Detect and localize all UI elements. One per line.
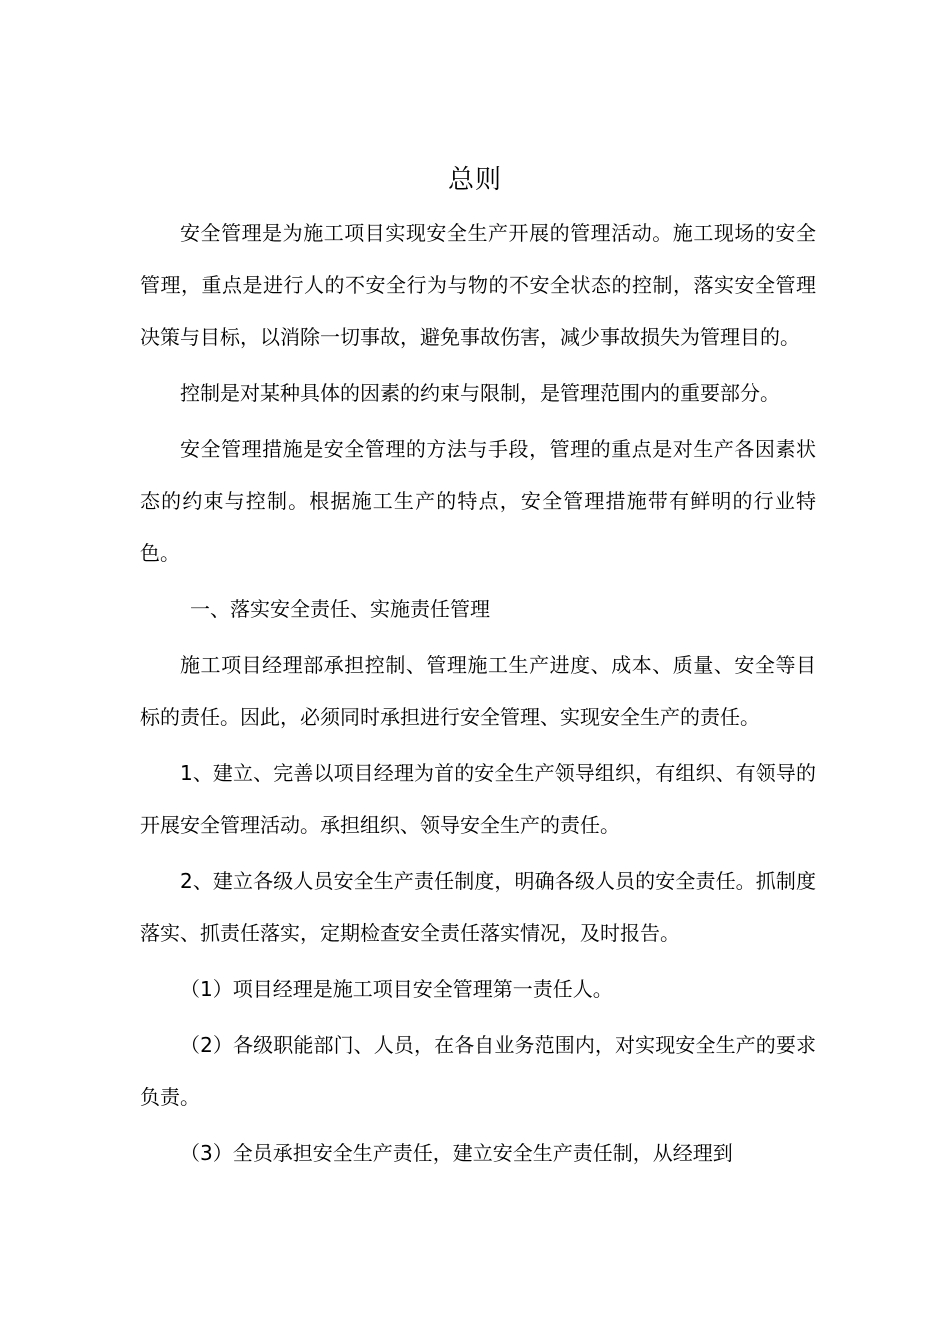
list-item: 1、建立、完善以项目经理为首的安全生产领导组织，有组织、有领导的开展安全管理活动。承担组织、领导安全生产的责任。: [140, 761, 816, 837]
list-item: （1）项目经理是施工项目安全管理第一责任人。: [180, 977, 613, 1001]
document-body: [140, 207, 816, 1179]
paragraph-control-definition: 控制是对某种具体的因素的约束与限制，是管理范围内的重要部分。: [180, 381, 780, 405]
section-heading: 一、落实安全责任、实施责任管理: [190, 597, 490, 621]
paragraph-project-responsibility: 施工项目经理部承担控制、管理施工生产进度、成本、质量、安全等目标的责任。因此，必须同时承担进行安全管理、实现安全生产的责任。: [140, 653, 816, 729]
document-title: 总则: [447, 165, 502, 195]
paragraph-safety-management: 安全管理是为施工项目实现安全生产开展的管理活动。施工现场的安全管理，重点是进行人的不安全行为与物的不安全状态的控制，落实安全管理决策与目标，以消除一切事故，避免事故伤害，减少事故损失为管理目的。: [140, 221, 816, 349]
paragraph-safety-measures: 安全管理措施是安全管理的方法与手段，管理的重点是对生产各因素状态的约束与控制。根据施工生产的特点，安全管理措施带有鲜明的行业特色。: [140, 437, 816, 565]
list-item: 2、建立各级人员安全生产责任制度，明确各级人员的安全责任。抓制度落实、抓责任落实，定期检查安全责任落实情况，及时报告。: [140, 869, 816, 945]
list-item: （2）各级职能部门、人员，在各自业务范围内，对实现安全生产的要求负责。: [140, 1033, 816, 1109]
list-item: （3）全员承担安全生产责任，建立安全生产责任制，从经理到: [180, 1141, 733, 1165]
